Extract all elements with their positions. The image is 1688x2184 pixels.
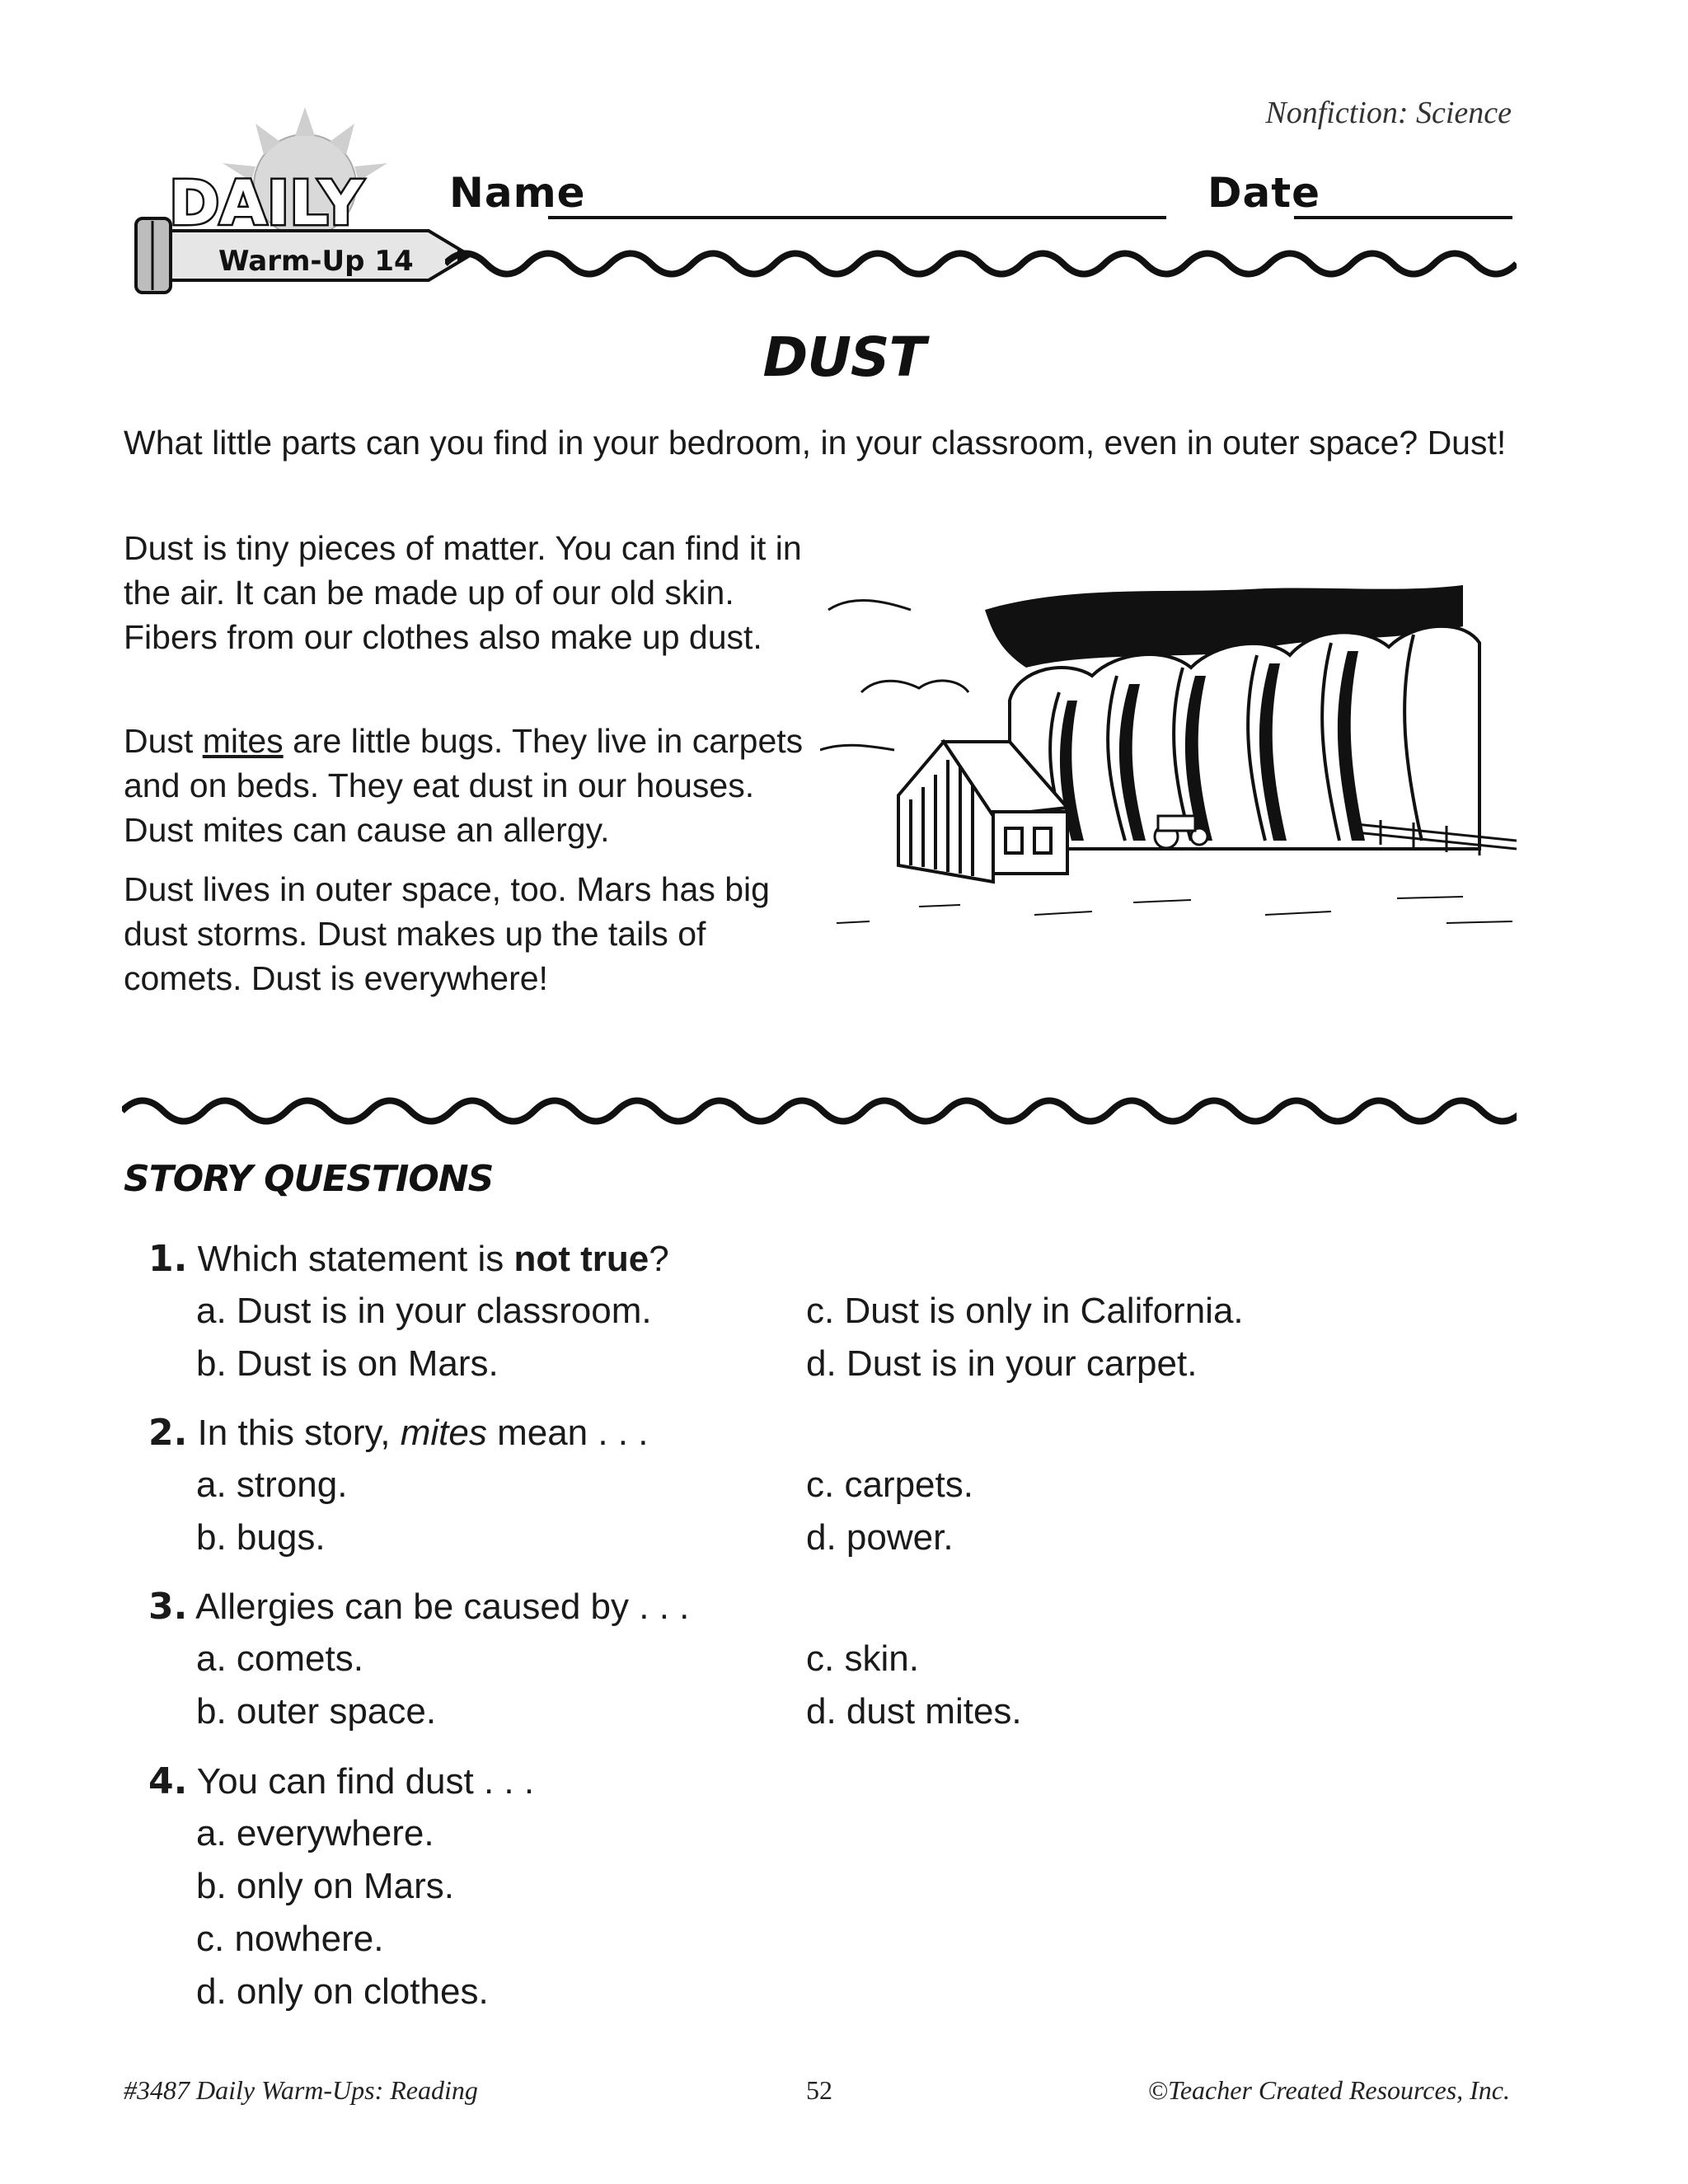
- question-text: Which statement is: [187, 1239, 514, 1279]
- question-text-end: mean . . .: [486, 1413, 649, 1453]
- paragraph-2: [124, 719, 816, 852]
- footer-page-number: 52: [806, 2075, 832, 2105]
- question-number: 1.: [148, 1238, 188, 1280]
- date-field-line[interactable]: [1294, 216, 1512, 219]
- footer-copyright: ©Teacher Created Resources, Inc.: [1147, 2075, 1510, 2105]
- question-2: [148, 1412, 648, 1454]
- question-emphasis: mites: [400, 1413, 487, 1453]
- footer-book-title: #3487 Daily Warm-Ups: Reading: [124, 2075, 478, 2105]
- question-1: [148, 1238, 669, 1280]
- intro-paragraph: What little parts can you find in your bedroom, in your classroom, even in outer space? Dust!: [124, 424, 1507, 462]
- answer-option[interactable]: b. Dust is on Mars.: [196, 1343, 499, 1384]
- name-field-line[interactable]: [548, 216, 1166, 219]
- date-label: Date: [1207, 169, 1321, 217]
- logo-subtitle: Warm-Up 14: [218, 245, 414, 278]
- question-text-end: ?: [649, 1239, 669, 1279]
- story-questions-heading: STORY QUESTIONS: [124, 1158, 494, 1200]
- subject-label: Nonfiction: Science: [1265, 96, 1512, 130]
- answer-option[interactable]: c. carpets.: [806, 1465, 973, 1505]
- question-text: You can find dust . . .: [187, 1761, 535, 1802]
- question-number: 2.: [148, 1412, 188, 1454]
- question-number: 3.: [148, 1586, 188, 1628]
- answer-option[interactable]: a. everywhere.: [196, 1813, 434, 1854]
- paragraph-2-rest: are little bugs. They live in carpets and on beds. They eat dust in our houses. Dust mites can cause an allergy.: [124, 722, 804, 849]
- paragraph-2-lead: Dust: [124, 722, 203, 760]
- name-label: Name: [449, 169, 586, 217]
- daily-warmup-logo: [132, 99, 478, 305]
- question-4: [148, 1760, 534, 1802]
- answer-option[interactable]: b. outer space.: [196, 1691, 437, 1732]
- answer-option[interactable]: d. dust mites.: [806, 1691, 1022, 1732]
- vocab-word-mites: mites: [202, 722, 284, 760]
- question-text: Allergies can be caused by . . .: [187, 1586, 690, 1627]
- question-text: In this story,: [187, 1413, 401, 1453]
- question-3: [148, 1586, 689, 1628]
- answer-option[interactable]: b. bugs.: [196, 1517, 326, 1558]
- page-title: DUST: [762, 326, 926, 389]
- paragraph-3: Dust lives in outer space, too. Mars has big dust storms. Dust makes up the tails of comets. Dust is everywhere!: [124, 870, 770, 997]
- answer-option[interactable]: c. nowhere.: [196, 1919, 384, 1959]
- wavy-divider-middle: [122, 1086, 1517, 1136]
- answer-option[interactable]: b. only on Mars.: [196, 1866, 455, 1906]
- answer-option[interactable]: a. strong.: [196, 1465, 348, 1505]
- answer-option[interactable]: d. Dust is in your carpet.: [806, 1343, 1198, 1384]
- answer-option[interactable]: d. only on clothes.: [196, 1971, 489, 2012]
- answer-option[interactable]: d. power.: [806, 1517, 954, 1558]
- answer-option[interactable]: c. Dust is only in California.: [806, 1291, 1244, 1331]
- logo-word: DAILY: [169, 168, 363, 239]
- dust-storm-illustration: [820, 577, 1517, 944]
- wavy-divider-top: [445, 239, 1517, 288]
- answer-option[interactable]: a. comets.: [196, 1638, 363, 1679]
- answer-option[interactable]: c. skin.: [806, 1638, 919, 1679]
- question-emphasis: not true: [513, 1239, 649, 1279]
- answer-option[interactable]: a. Dust is in your classroom.: [196, 1291, 652, 1331]
- paragraph-1: Dust is tiny pieces of matter. You can find it in the air. It can be made up of our old skin. Fibers from our clothes also make up dust.: [124, 529, 802, 656]
- question-number: 4.: [148, 1760, 188, 1802]
